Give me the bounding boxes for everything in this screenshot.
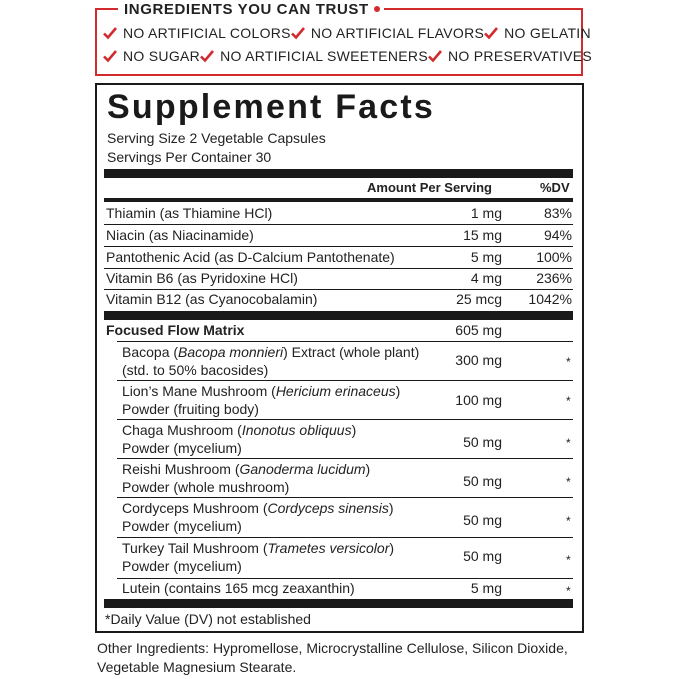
lutein-amount: 5 mg bbox=[470, 580, 502, 596]
check-icon bbox=[200, 49, 214, 63]
ingredient-amount: 300 mg bbox=[455, 352, 502, 368]
medium-divider bbox=[104, 198, 573, 202]
row-divider bbox=[117, 537, 573, 538]
ingredient-line1: Reishi Mushroom (Ganoderma lucidum) bbox=[122, 461, 371, 477]
ingredient-amount: 50 mg bbox=[463, 434, 502, 450]
ingredient-dv: * bbox=[566, 514, 571, 528]
servings-per-container: Servings Per Container 30 bbox=[107, 149, 272, 165]
vitamin-name: Vitamin B6 (as Pyridoxine HCl) bbox=[106, 270, 298, 286]
check-icon bbox=[103, 26, 117, 40]
row-divider bbox=[117, 497, 573, 498]
facts-title: Supplement Facts bbox=[107, 88, 436, 126]
matrix-amount: 605 mg bbox=[455, 322, 502, 338]
ingredient-amount: 50 mg bbox=[463, 548, 502, 564]
vitamin-dv: 83% bbox=[543, 205, 572, 221]
serving-size: Serving Size 2 Vegetable Capsules bbox=[107, 130, 326, 146]
row-divider bbox=[117, 419, 573, 420]
trust-item: NO GELATIN bbox=[484, 25, 591, 41]
thick-divider bbox=[104, 599, 573, 608]
row-divider bbox=[104, 268, 573, 269]
dot-icon bbox=[374, 6, 380, 12]
other-ingredients: Other Ingredients: Hypromellose, Microcrystalline Cellulose, Silicon Dioxide, Vegetable Magnesium Stearate. bbox=[97, 640, 568, 675]
vitamin-amount: 5 mg bbox=[470, 249, 502, 265]
vitamin-amount: 25 mcg bbox=[456, 291, 502, 307]
vitamin-amount: 4 mg bbox=[470, 270, 502, 286]
ingredient-amount: 50 mg bbox=[463, 473, 502, 489]
ingredient-amount: 50 mg bbox=[463, 512, 502, 528]
header-amount: Amount Per Serving bbox=[367, 180, 492, 195]
ingredient-line2: Powder (whole mushroom) bbox=[122, 479, 290, 495]
ingredient-dv: * bbox=[566, 436, 571, 450]
ingredient-line2: Powder (mycelium) bbox=[122, 440, 242, 456]
check-icon bbox=[484, 26, 498, 40]
ingredient-dv: * bbox=[566, 355, 571, 369]
vitamin-name: Vitamin B12 (as Cyanocobalamin) bbox=[106, 291, 318, 307]
check-icon bbox=[103, 49, 117, 63]
ingredient-line1: Cordyceps Mushroom (Cordyceps sinensis) bbox=[122, 500, 394, 516]
vitamin-dv: 100% bbox=[536, 249, 572, 265]
row-divider bbox=[104, 289, 573, 290]
row-divider bbox=[104, 224, 573, 225]
thick-divider bbox=[104, 311, 573, 320]
ingredient-line2: Powder (mycelium) bbox=[122, 558, 242, 574]
vitamin-amount: 1 mg bbox=[470, 205, 502, 221]
ingredient-line1: Lion’s Mane Mushroom (Hericium erinaceus) bbox=[122, 383, 401, 399]
ingredient-line1: Bacopa (Bacopa monnieri) Extract (whole plant) bbox=[122, 344, 420, 360]
trust-title: INGREDIENTS YOU CAN TRUST bbox=[118, 0, 384, 20]
trust-item: NO ARTIFICIAL FLAVORS bbox=[291, 25, 484, 41]
row-divider bbox=[117, 380, 573, 381]
lutein-dv: * bbox=[566, 584, 571, 598]
header-dv: %DV bbox=[540, 180, 570, 195]
row-divider bbox=[117, 458, 573, 459]
ingredient-dv: * bbox=[566, 553, 571, 567]
trust-item: NO ARTIFICIAL SWEETENERS bbox=[200, 48, 428, 64]
ingredient-dv: * bbox=[566, 475, 571, 489]
trust-item: NO PRESERVATIVES bbox=[428, 48, 592, 64]
check-icon bbox=[291, 26, 305, 40]
footnote: *Daily Value (DV) not established bbox=[105, 611, 311, 627]
ingredient-line2: (std. to 50% bacosides) bbox=[122, 362, 269, 378]
matrix-name: Focused Flow Matrix bbox=[106, 322, 245, 338]
row-divider bbox=[117, 341, 573, 342]
ingredient-dv: * bbox=[566, 394, 571, 408]
thick-divider bbox=[104, 169, 573, 178]
vitamin-dv: 1042% bbox=[528, 291, 572, 307]
lutein-name: Lutein (contains 165 mcg zeaxanthin) bbox=[122, 580, 355, 596]
ingredient-line2: Powder (fruiting body) bbox=[122, 401, 259, 417]
ingredient-line2: Powder (mycelium) bbox=[122, 518, 242, 534]
row-divider bbox=[104, 246, 573, 247]
trust-row-1 bbox=[103, 25, 591, 41]
vitamin-name: Pantothenic Acid (as D-Calcium Pantothenate) bbox=[106, 249, 395, 265]
trust-item: NO ARTIFICIAL COLORS bbox=[103, 25, 291, 41]
vitamin-amount: 15 mg bbox=[463, 227, 502, 243]
row-divider bbox=[117, 578, 573, 579]
trust-row-2 bbox=[103, 48, 593, 64]
vitamin-name: Niacin (as Niacinamide) bbox=[106, 227, 254, 243]
ingredient-line1: Turkey Tail Mushroom (Trametes versicolor) bbox=[122, 540, 395, 556]
ingredient-amount: 100 mg bbox=[455, 392, 502, 408]
ingredient-line1: Chaga Mushroom (Inonotus obliquus) bbox=[122, 422, 357, 438]
vitamin-name: Thiamin (as Thiamine HCl) bbox=[106, 205, 273, 221]
vitamin-dv: 236% bbox=[536, 270, 572, 286]
vitamin-dv: 94% bbox=[543, 227, 572, 243]
trust-item: NO SUGAR bbox=[103, 48, 200, 64]
check-icon bbox=[428, 49, 442, 63]
